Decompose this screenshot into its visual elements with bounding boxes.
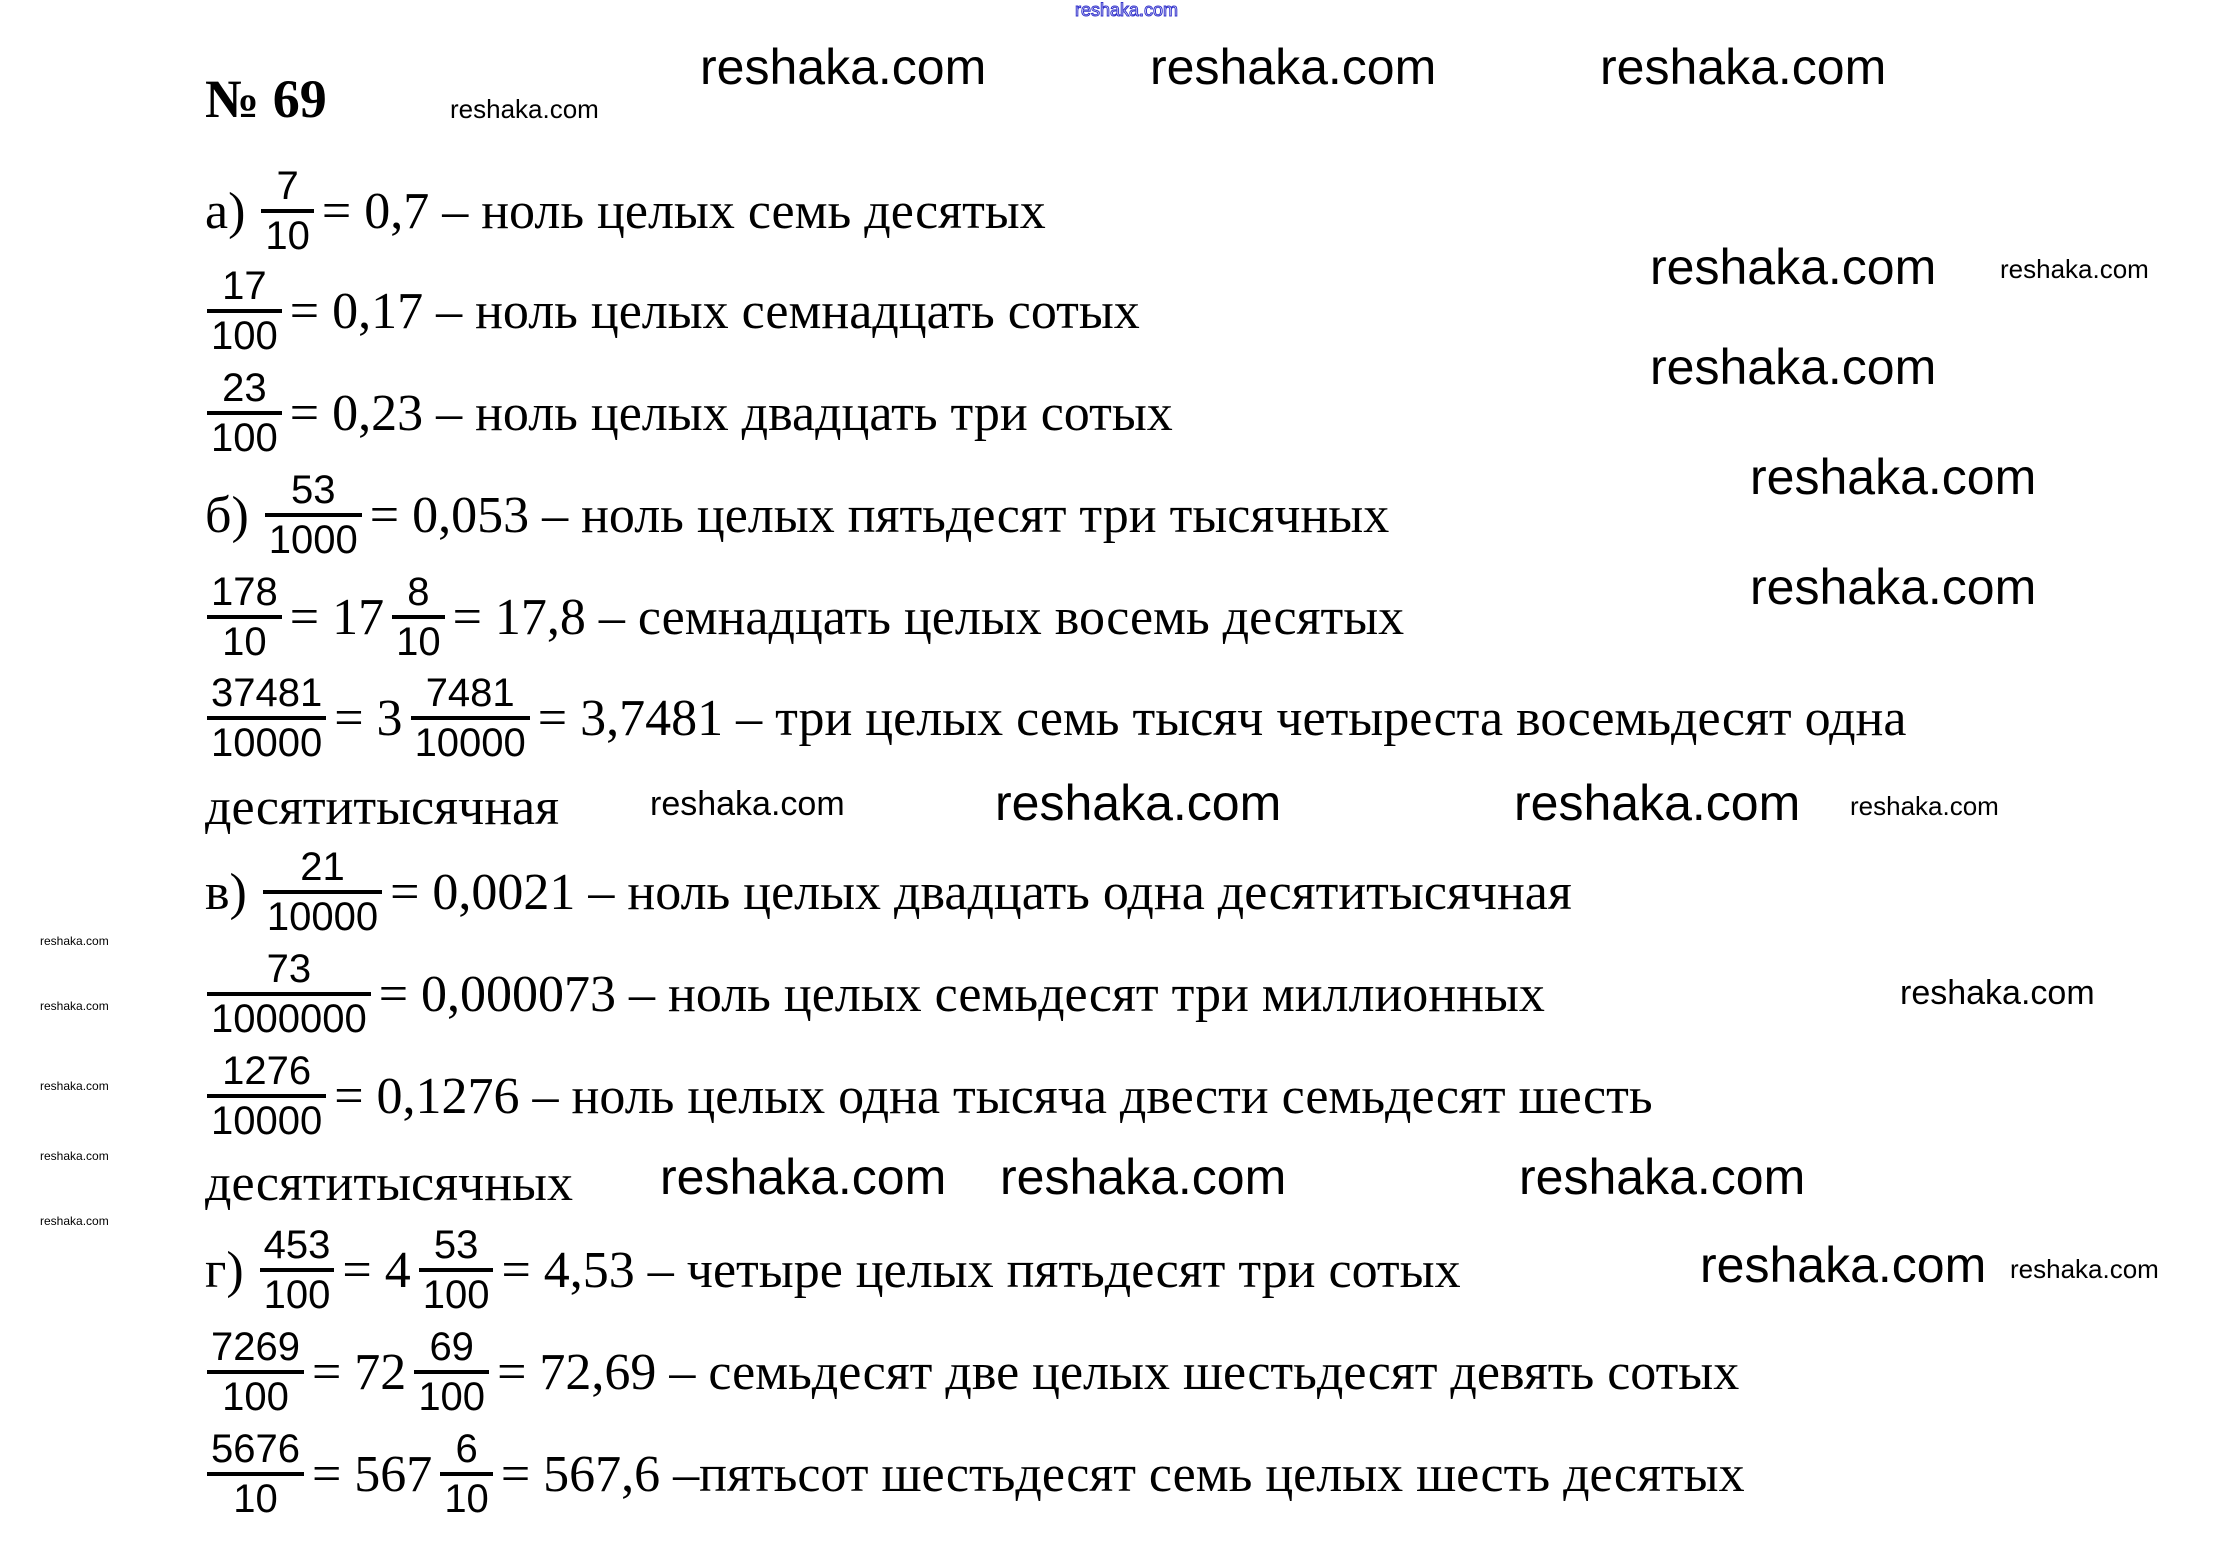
numerator: 1276 <box>222 1049 312 1093</box>
watermark: reshaka.com <box>1150 39 1437 95</box>
item-label: а) <box>205 182 246 240</box>
expression-text: = 3,7481 – три целых семь тысяч четыреста восемьдесят одна <box>537 689 1907 747</box>
denominator: 10000 <box>414 721 526 765</box>
numerator: 53 <box>291 468 336 512</box>
denominator: 10000 <box>266 895 379 939</box>
watermark: reshaka.com <box>650 785 845 823</box>
watermark: reshaka.com <box>1750 559 2037 615</box>
expression-text: = 567 <box>311 1445 433 1503</box>
denominator: 10 <box>444 1477 489 1521</box>
denominator: 1000 <box>268 518 358 562</box>
expression-text: = 0,1276 – ноль целых одна тысяча двести семьдесят шесть <box>334 1067 1653 1125</box>
item-label: б) <box>205 486 249 544</box>
numerator: 21 <box>300 845 345 889</box>
watermark: reshaka.com <box>660 1149 947 1205</box>
expression-text: = 0,17 – ноль целых семнадцать сотых <box>289 282 1140 340</box>
watermark: reshaka.com <box>40 1149 109 1163</box>
expression-text: = 567,6 –пятьсот шестьдесят семь целых шесть десятых <box>500 1445 1745 1503</box>
denominator: 10000 <box>211 1099 323 1143</box>
denominator: 10 <box>222 620 267 664</box>
watermark: reshaka.com <box>40 1079 109 1093</box>
denominator: 1000000 <box>211 997 367 1041</box>
header-watermark: reshaka.com <box>1075 0 1179 20</box>
watermark: reshaka.com <box>40 1214 109 1228</box>
numerator: 23 <box>222 366 267 410</box>
expression-text: = 72 <box>311 1343 407 1401</box>
numerator: 5676 <box>211 1427 300 1471</box>
expression-text: = 0,23 – ноль целых двадцать три сотых <box>289 384 1173 442</box>
problem-number: № 69 <box>205 69 327 129</box>
numerator: 8 <box>407 570 430 614</box>
expression-text: = 0,053 – ноль целых пятьдесят три тысячных <box>369 486 1390 544</box>
watermark: reshaka.com <box>1850 791 1999 821</box>
watermark: reshaka.com <box>40 934 109 948</box>
watermark: reshaka.com <box>1000 1149 1287 1205</box>
expression-text: десятитысячная <box>205 778 560 836</box>
watermark: reshaka.com <box>995 775 1282 831</box>
expression-text: = 4 <box>342 1241 411 1299</box>
denominator: 100 <box>418 1375 486 1419</box>
numerator: 37481 <box>211 671 323 715</box>
denominator: 10 <box>396 620 441 664</box>
watermark: reshaka.com <box>2000 254 2149 284</box>
numerator: 7269 <box>211 1325 300 1369</box>
numerator: 73 <box>266 947 312 991</box>
denominator: 100 <box>263 1273 331 1317</box>
denominator: 100 <box>222 1375 289 1419</box>
expression-text: = 72,69 – семьдесят две целых шестьдесят девять сотых <box>497 1343 1740 1401</box>
expression-text: = 17,8 – семнадцать целых восемь десятых <box>452 588 1405 646</box>
expression-text: = 3 <box>334 689 403 747</box>
watermark: reshaka.com <box>700 39 987 95</box>
fraction <box>207 1426 304 1522</box>
watermark: reshaka.com <box>1900 974 2095 1012</box>
numerator: 17 <box>222 264 267 308</box>
numerator: 453 <box>263 1223 331 1267</box>
denominator: 10000 <box>211 721 323 765</box>
fraction <box>440 1426 493 1522</box>
solution-line <box>205 1399 1751 1549</box>
denominator: 10 <box>265 214 310 258</box>
denominator: 100 <box>211 416 278 460</box>
denominator: 100 <box>211 314 278 358</box>
watermark: reshaka.com <box>1650 239 1937 295</box>
watermark: reshaka.com <box>1514 775 1801 831</box>
numerator: 178 <box>211 570 278 614</box>
numerator: 7 <box>276 164 299 208</box>
watermark: reshaka.com <box>450 94 599 124</box>
expression-text: = 0,0021 – ноль целых двадцать одна десятитысячная <box>390 863 1572 921</box>
watermark: reshaka.com <box>2010 1254 2159 1284</box>
denominator: 10 <box>233 1477 278 1521</box>
watermark: reshaka.com <box>1519 1149 1806 1205</box>
numerator: 6 <box>455 1427 478 1471</box>
expression-text: десятитысячных <box>205 1154 573 1212</box>
expression-text: = 0,7 – ноль целых семь десятых <box>321 182 1046 240</box>
watermark: reshaka.com <box>40 999 109 1013</box>
expression-text: = 17 <box>289 588 385 646</box>
numerator: 69 <box>429 1325 474 1369</box>
watermark: reshaka.com <box>1700 1237 1987 1293</box>
expression-text: = 0,000073 – ноль целых семьдесят три миллионных <box>378 965 1545 1023</box>
watermark: reshaka.com <box>1600 39 1887 95</box>
expression-text: = 4,53 – четыре целых пятьдесят три сотых <box>501 1241 1461 1299</box>
denominator: 100 <box>422 1273 490 1317</box>
watermark: reshaka.com <box>1750 449 2037 505</box>
item-label: г) <box>205 1241 244 1299</box>
watermark: reshaka.com <box>1650 339 1937 395</box>
numerator: 53 <box>433 1223 479 1267</box>
item-label: в) <box>205 863 247 921</box>
numerator: 7481 <box>425 671 515 715</box>
